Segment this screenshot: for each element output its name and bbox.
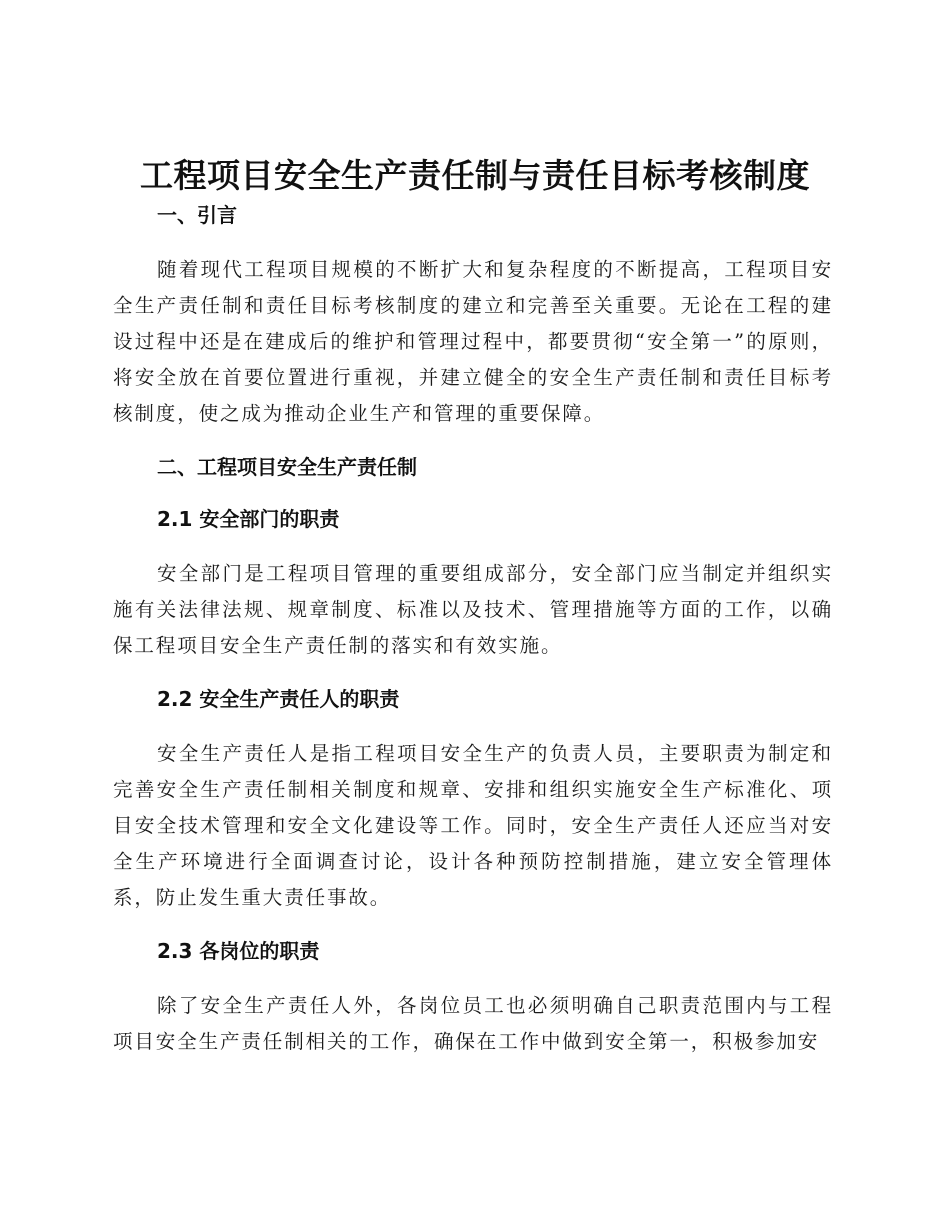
subsection-paragraph-safety-dept: 安全部门是工程项目管理的重要组成部分，安全部门应当制定并组织实施有关法律法规、规章制度、标准以及技术、管理措施等方面的工作，以确保工程项目安全生产责任制的落实和有效实施。	[113, 562, 833, 657]
document-body	[113, 200, 833, 1060]
subsection-heading-responsible-person: 2.2 安全生产责任人的职责	[157, 687, 400, 711]
subsection-heading-positions: 2.3 各岗位的职责	[157, 939, 320, 963]
subsection-heading-safety-dept: 2.1 安全部门的职责	[157, 507, 340, 531]
subsection-paragraph-responsible-person: 安全生产责任人是指工程项目安全生产的负责人员，主要职责为制定和完善安全生产责任制相关制度和规章、安排和组织实施安全生产标准化、项目安全技术管理和安全文化建设等工作。同时，安全生产责任人还应当对安全生产环境进行全面调查讨论，设计各种预防控制措施，建立安全管理体系，防止发生重大责任事故。	[113, 742, 833, 909]
subsection-paragraph-positions: 除了安全生产责任人外，各岗位员工也必须明确自己职责范围内与工程项目安全生产责任制相关的工作，确保在工作中做到安全第一，积极参加安	[113, 994, 833, 1053]
section-heading-intro: 一、引言	[157, 203, 237, 227]
section-heading-responsibility-system: 二、工程项目安全生产责任制	[157, 455, 417, 479]
section-paragraph-intro: 随着现代工程项目规模的不断扩大和复杂程度的不断提高，工程项目安全生产责任制和责任目标考核制度的建立和完善至关重要。无论在工程的建设过程中还是在建成后的维护和管理过程中，都要贯彻“安全第一”的原则，将安全放在首要位置进行重视，并建立健全的安全生产责任制和责任目标考核制度，使之成为推动企业生产和管理的重要保障。	[113, 258, 833, 425]
document-title: 工程项目安全生产责任制与责任目标考核制度	[140, 156, 810, 195]
